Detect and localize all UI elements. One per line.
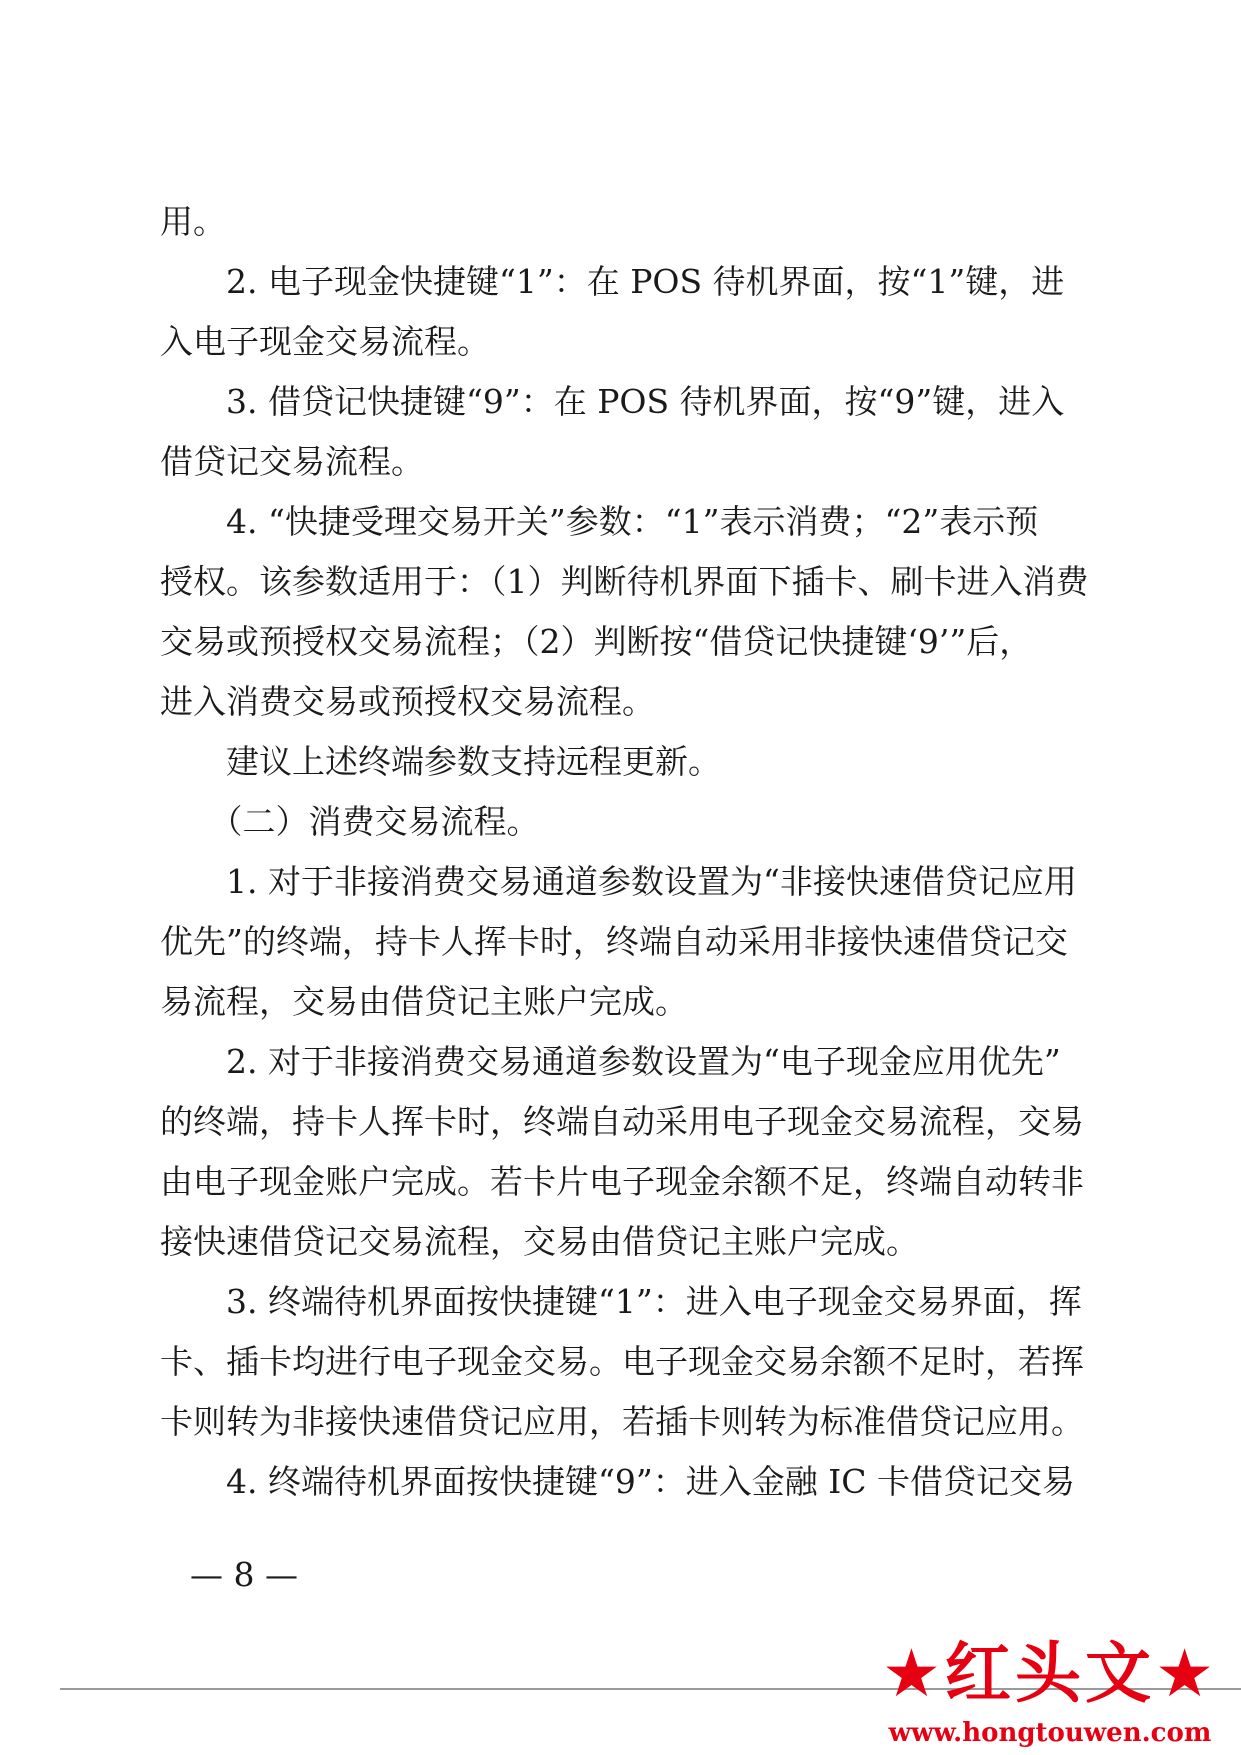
text-line: 卡、插卡均进行电子现金交易。电子现金交易余额不足时，若挥 <box>160 1342 1084 1381</box>
text-line: 易流程，交易由借贷记主账户完成。 <box>160 982 688 1021</box>
text-line: 授权。该参数适用于：（1）判断待机界面下插卡、刷卡进入消费 <box>160 562 1089 601</box>
page-number: — 8 — <box>190 1555 298 1594</box>
text-line: 交易或预授权交易流程；（2）判断按“借贷记快捷键‘9’”后， <box>160 622 1033 661</box>
text-line: 的终端，持卡人挥卡时，终端自动采用电子现金交易流程，交易 <box>160 1102 1084 1141</box>
text-line: 4. “快捷受理交易开关”参数：“1”表示消费；“2”表示预 <box>160 502 1039 541</box>
text-line: 2. 对于非接消费交易通道参数设置为“电子现金应用优先” <box>160 1042 1061 1081</box>
text-line: 由电子现金账户完成。若卡片电子现金余额不足，终端自动转非 <box>160 1162 1084 1201</box>
text-line: 3. 借贷记快捷键“9”：在 POS 待机界面，按“9”键，进入 <box>160 382 1065 421</box>
section-heading: （二）消费交易流程。 <box>160 802 540 841</box>
text-line: 2. 电子现金快捷键“1”：在 POS 待机界面，按“1”键，进 <box>160 262 1065 301</box>
text-line: 接快速借贷记交易流程，交易由借贷记主账户完成。 <box>160 1222 919 1261</box>
text-line: 4. 终端待机界面按快捷键“9”：进入金融 IC 卡借贷记交易 <box>160 1462 1075 1501</box>
text-line: 1. 对于非接消费交易通道参数设置为“非接快速借贷记应用 <box>160 862 1077 901</box>
text-line: 建议上述终端参数支持远程更新。 <box>160 742 721 781</box>
text-line: 用。 <box>160 202 226 241</box>
text-line: 卡则转为非接快速借贷记应用，若插卡则转为标准借贷记应用。 <box>160 1402 1084 1441</box>
text-line: 入电子现金交易流程。 <box>160 322 490 361</box>
text-line: 进入消费交易或预授权交易流程。 <box>160 682 655 721</box>
watermark-url: www.hongtouwen.com <box>888 1718 1212 1748</box>
text-line: 借贷记交易流程。 <box>160 442 424 481</box>
text-line: 3. 终端待机界面按快捷键“1”：进入电子现金交易界面，挥 <box>160 1282 1082 1321</box>
body-text <box>160 192 1089 1512</box>
text-line: 优先”的终端，持卡人挥卡时，终端自动采用非接快速借贷记交 <box>160 922 1068 961</box>
watermark-title: ★红头文★ <box>881 1635 1219 1712</box>
watermark <box>860 1634 1240 1755</box>
